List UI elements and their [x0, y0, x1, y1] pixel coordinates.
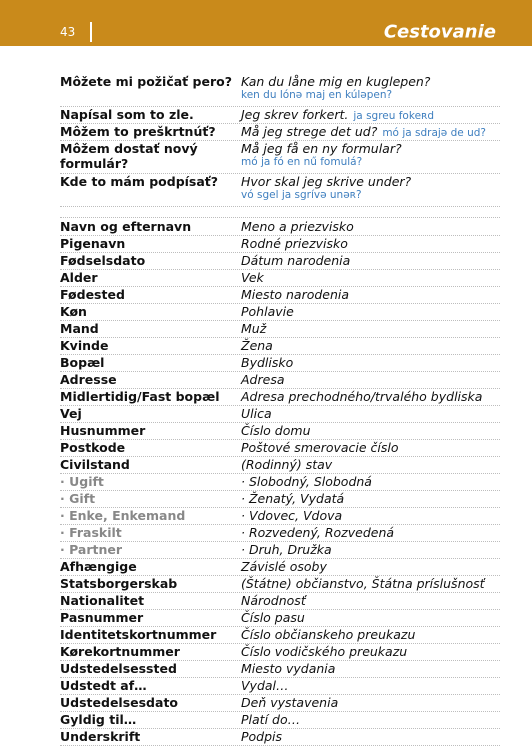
field-translation: Poštové smerovacie číslo — [241, 440, 399, 455]
field-label: Kørekortnummer — [60, 644, 180, 659]
field-label: Fødested — [60, 287, 125, 302]
form-field-row — [60, 270, 500, 287]
field-label: Civilstand — [60, 457, 130, 472]
form-field-row — [60, 287, 500, 304]
form-field-row — [60, 729, 500, 746]
field-label: Vej — [60, 406, 82, 421]
field-label: Identitetskortnummer — [60, 627, 217, 642]
form-field-row — [60, 712, 500, 729]
field-translation: Platí do… — [241, 712, 301, 727]
field-translation: Deň vystavenia — [241, 695, 339, 710]
field-label: Gyldig til… — [60, 712, 137, 727]
phrase-row — [60, 174, 500, 207]
field-label: Pasnummer — [60, 610, 144, 625]
form-field-row — [60, 321, 500, 338]
phrase-translation: Må jeg strege det ud? — [241, 124, 378, 139]
field-label: · Fraskilt — [60, 525, 122, 540]
field-label: Nationalitet — [60, 593, 145, 608]
field-label: Bopæl — [60, 355, 105, 370]
field-label: Køn — [60, 304, 87, 319]
field-translation: · Druh, Družka — [241, 542, 332, 557]
field-translation: Rodné priezvisko — [241, 236, 348, 251]
field-label: Alder — [60, 270, 98, 285]
field-translation: Číslo pasu — [241, 610, 305, 625]
field-translation: Národnosť — [241, 593, 306, 608]
field-translation: (Štátne) občianstvo, Štátna príslušnosť — [241, 576, 485, 591]
phrase-translation: Jeg skrev forkert. — [241, 107, 349, 122]
form-field-subrow — [60, 542, 500, 559]
field-translation: Vek — [241, 270, 264, 285]
field-label: Pigenavn — [60, 236, 126, 251]
form-field-subrow — [60, 525, 500, 542]
phrase-row — [60, 107, 500, 124]
field-label: Udstedelsesdato — [60, 695, 179, 710]
phrase-row — [60, 74, 500, 107]
form-field-row — [60, 304, 500, 321]
field-translation: Číslo domu — [241, 423, 311, 438]
field-label: Kvinde — [60, 338, 109, 353]
form-field-row — [60, 627, 500, 644]
field-label: Underskrift — [60, 729, 141, 744]
phrase-source: Môžete mi požičať pero? — [60, 74, 232, 89]
field-label: Udstedelsessted — [60, 661, 177, 676]
phrase-source: Môžem dostať nový formulár? — [60, 141, 198, 171]
form-field-row — [60, 695, 500, 712]
field-translation: Adresa prechodného/trvalého bydliska — [241, 389, 483, 404]
field-label: · Ugift — [60, 474, 104, 489]
form-field-row — [60, 236, 500, 253]
phrase-pronunciation: mó ja sdrajə de ud? — [382, 127, 486, 139]
form-field-row — [60, 440, 500, 457]
section-title: Cestovanie — [383, 21, 496, 43]
form-field-row — [60, 610, 500, 627]
field-translation: · Slobodný, Slobodná — [241, 474, 372, 489]
field-translation: · Vdovec, Vdova — [241, 508, 343, 523]
field-translation: Adresa — [241, 372, 285, 387]
field-translation: Dátum narodenia — [241, 253, 351, 268]
field-translation: Číslo vodičského preukazu — [241, 644, 408, 659]
field-label: · Gift — [60, 491, 96, 506]
field-translation: · Ženatý, Vydatá — [241, 491, 345, 506]
field-label: Fødselsdato — [60, 253, 146, 268]
page-number-divider — [90, 22, 92, 42]
phrase-translation: Hvor skal jeg skrive under? — [241, 174, 412, 189]
form-field-row — [60, 355, 500, 372]
field-translation: Meno a priezvisko — [241, 219, 354, 234]
form-field-row — [60, 253, 500, 270]
phrase-pronunciation: ja sgreu fokeʀd — [353, 110, 435, 122]
phrase-source: Kde to mám podpísať? — [60, 174, 219, 189]
form-field-row — [60, 661, 500, 678]
form-field-row — [60, 678, 500, 695]
field-label: Afhængige — [60, 559, 137, 574]
field-translation: (Rodinný) stav — [241, 457, 333, 472]
form-field-row — [60, 372, 500, 389]
field-translation: Žena — [241, 338, 273, 353]
field-label: Navn og efternavn — [60, 219, 192, 234]
phrase-pronunciation: ken du lónə maj en kúləpen? — [241, 89, 393, 101]
field-translation: Ulica — [241, 406, 272, 421]
phrase-row — [60, 141, 500, 174]
form-field-row — [60, 559, 500, 576]
field-translation: Číslo občianskeho preukazu — [241, 627, 416, 642]
spacer-row — [60, 207, 500, 218]
field-translation: Pohlavie — [241, 304, 294, 319]
phrase-pronunciation: mó ja fó en nű fomulá? — [241, 156, 363, 168]
phrase-translation: Kan du låne mig en kuglepen? — [241, 74, 431, 89]
form-field-row — [60, 389, 500, 406]
page-number: 43 — [60, 25, 76, 39]
phrase-translation: Må jeg få en ny formular? — [241, 141, 402, 156]
form-field-row — [60, 593, 500, 610]
phrase-pronunciation: vó sgel ja sgrívə unəʀ? — [241, 189, 362, 201]
form-field-row — [60, 423, 500, 440]
field-translation: Vydal… — [241, 678, 289, 693]
field-label: Husnummer — [60, 423, 146, 438]
form-field-row — [60, 338, 500, 355]
form-field-row — [60, 644, 500, 661]
phrase-row — [60, 124, 500, 141]
form-field-row — [60, 406, 500, 423]
form-field-row — [60, 219, 500, 236]
field-label: Postkode — [60, 440, 126, 455]
field-label: Adresse — [60, 372, 117, 387]
field-translation: Bydlisko — [241, 355, 294, 370]
field-translation: Podpis — [241, 729, 283, 744]
form-field-subrow — [60, 491, 500, 508]
phrase-source: Napísal som to zle. — [60, 107, 194, 122]
field-translation: Miesto vydania — [241, 661, 336, 676]
field-translation: Miesto narodenia — [241, 287, 350, 302]
field-translation: Muž — [241, 321, 267, 336]
field-label: · Partner — [60, 542, 123, 557]
field-label: Statsborgerskab — [60, 576, 178, 591]
form-field-subrow — [60, 508, 500, 525]
field-label: Mand — [60, 321, 99, 336]
field-translation: Závislé osoby — [241, 559, 327, 574]
header-bar — [0, 0, 532, 46]
form-field-row — [60, 457, 500, 474]
field-label: Udstedt af… — [60, 678, 147, 693]
form-field-subrow — [60, 474, 500, 491]
field-translation: · Rozvedený, Rozvedená — [241, 525, 395, 540]
field-label: Midlertidig/Fast bopæl — [60, 389, 220, 404]
field-label: · Enke, Enkemand — [60, 508, 186, 523]
form-field-row — [60, 576, 500, 593]
phrase-source: Môžem to preškrtnúť? — [60, 124, 216, 139]
